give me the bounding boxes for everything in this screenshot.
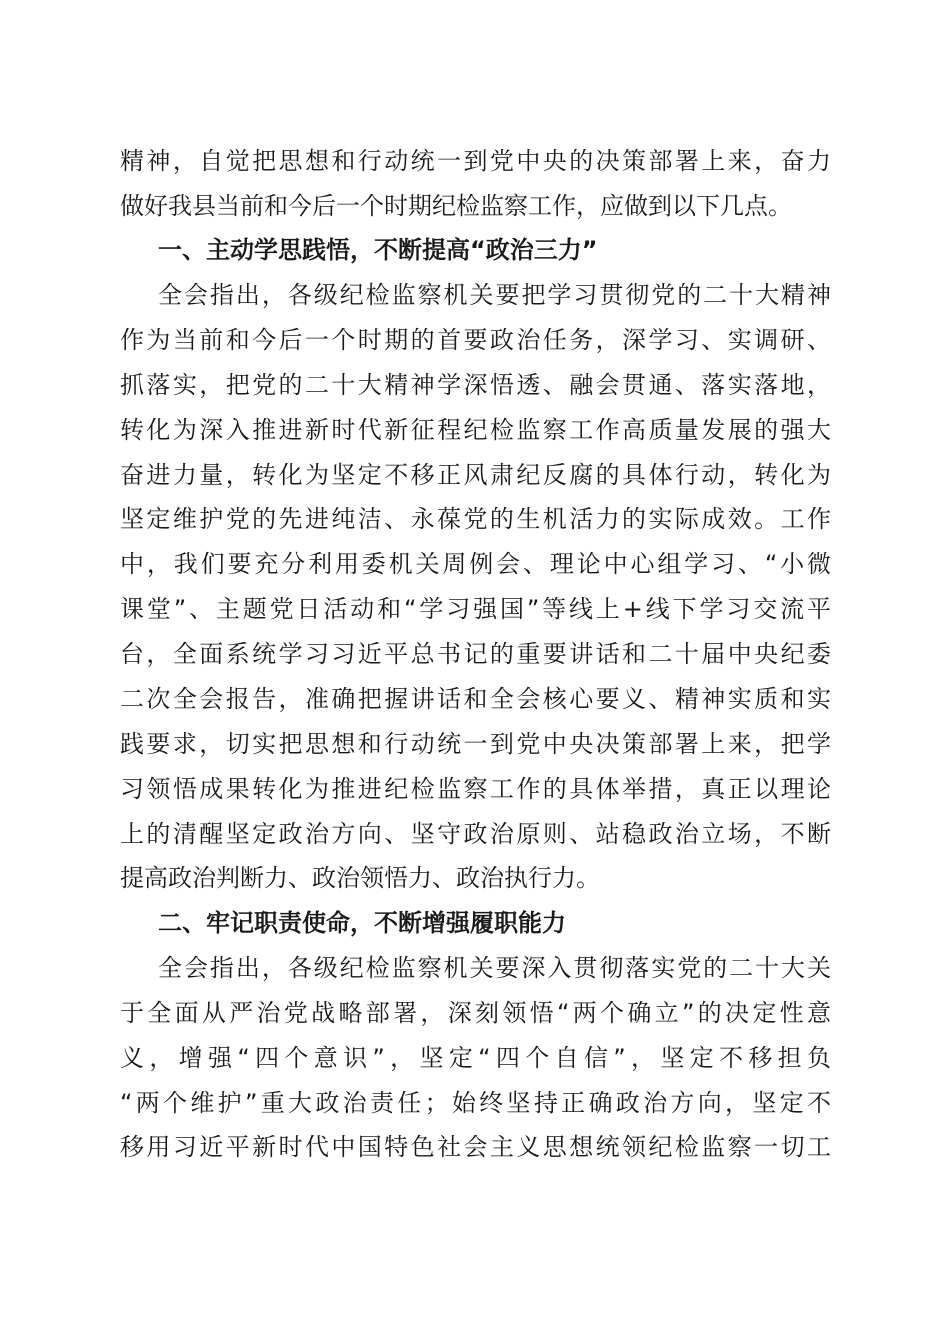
body-line: 抓落实，把党的二十大精神学深悟透、融会贯通、落实落地， xyxy=(120,371,831,399)
body-line: 台，全面系统学习习近平总书记的重要讲话和二十届中央纪委 xyxy=(120,640,831,668)
body-line: 中，我们要充分利用委机关周例会、理论中心组学习、“小微 xyxy=(120,550,831,578)
body-line: 于全面从严治党战略部署，深刻领悟“两个确立”的决定性意 xyxy=(120,999,831,1027)
body-line: 全会指出，各级纪检监察机关要深入贯彻落实党的二十大关 xyxy=(158,954,831,982)
body-line: 二次全会报告，准确把握讲话和全会核心要义、精神实质和实 xyxy=(120,685,831,713)
body-line: 奋进力量，转化为坚定不移正风肃纪反腐的具体行动，转化为 xyxy=(120,461,831,489)
body-line: 坚定维护党的先进纯洁、永葆党的生机活力的实际成效。工作 xyxy=(120,505,831,533)
body-line: 移用习近平新时代中国特色社会主义思想统领纪检监察一切工 xyxy=(120,1133,831,1161)
body-line: 提高政治判断力、政治领悟力、政治执行力。 xyxy=(120,864,600,892)
body-line: 作为当前和今后一个时期的首要政治任务，深学习、实调研、 xyxy=(120,326,831,354)
body-line: “两个维护”重大政治责任；始终坚持正确政治方向，坚定不 xyxy=(120,1089,831,1117)
body-line: 精神，自觉把思想和行动统一到党中央的决策部署上来，奋力 xyxy=(120,147,831,175)
body-line: 践要求，切实把思想和行动统一到党中央决策部署上来，把学 xyxy=(120,730,831,758)
body-line: 转化为深入推进新时代新征程纪检监察工作高质量发展的强大 xyxy=(120,416,831,444)
body-line: 做好我县当前和今后一个时期纪检监察工作，应做到以下几点。 xyxy=(120,192,792,220)
body-line: 义，增强“四个意识”，坚定“四个自信”，坚定不移担负 xyxy=(120,1044,831,1072)
body-line: 上的清醒坚定政治方向、坚守政治原则、站稳政治立场，不断 xyxy=(120,820,831,848)
section-heading-2: 二、牢记职责使命，不断增强履职能力 xyxy=(158,909,566,937)
body-line: 习领悟成果转化为推进纪检监察工作的具体举措，真正以理论 xyxy=(120,775,831,803)
section-heading-1: 一、主动学思践悟，不断提高“政治三力” xyxy=(158,236,598,264)
body-line: 全会指出，各级纪检监察机关要把学习贯彻党的二十大精神 xyxy=(158,281,831,309)
body-line: 课堂”、主题党日活动和“学习强国”等线上+线下学习交流平 xyxy=(120,595,831,623)
